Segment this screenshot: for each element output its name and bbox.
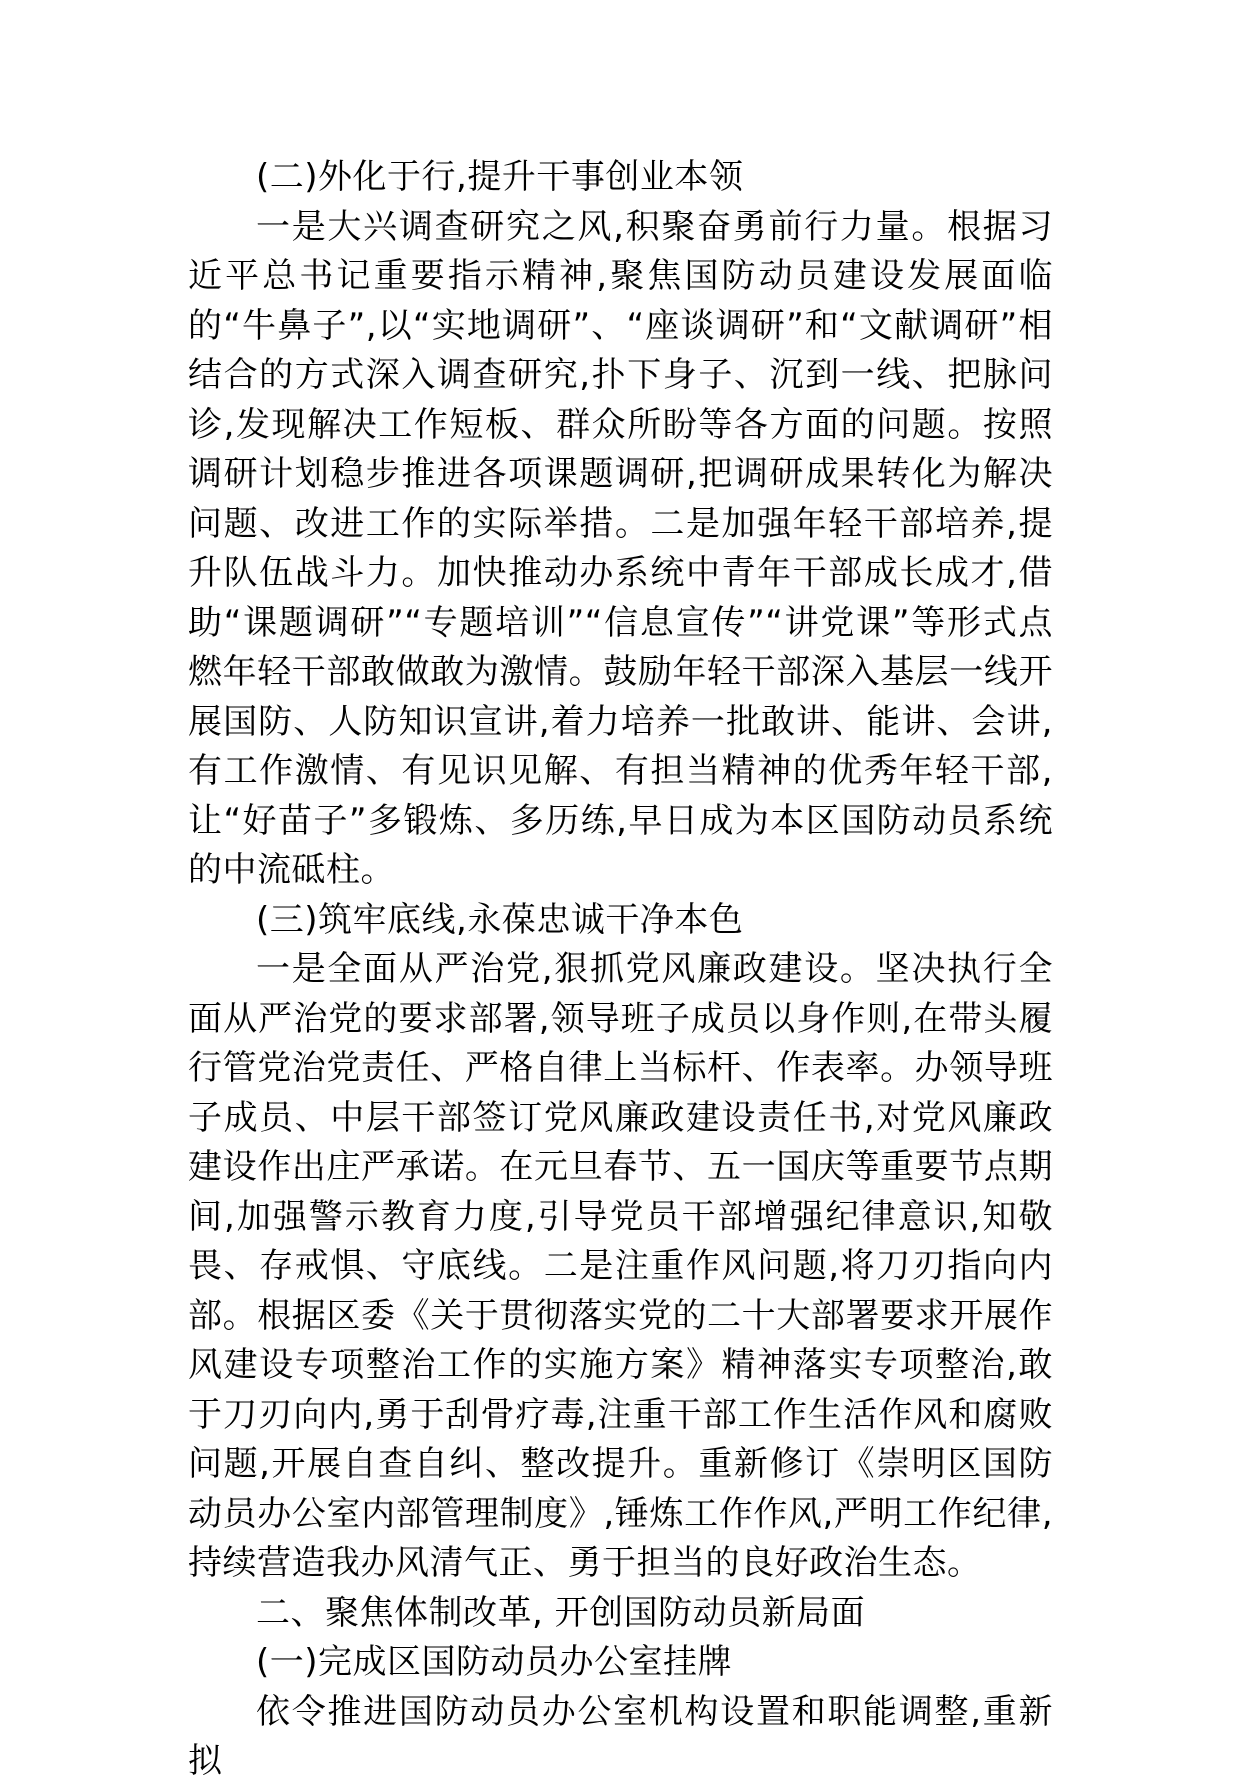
body-paragraph-1: 一是大兴调查研究之风,积聚奋勇前行力量。根据习近平总书记重要指示精神,聚焦国防动员建设发展面临的“牛鼻子”,以“实地调研”、“座谈调研”和“文献调研”相结合的方式深入调查研究,扑下身子、沉到一线、把脉问诊,发现解决工作短板、群众所盼等各方面的问题。按照调研计划稳步推进各项课题调研,把调研成果转化为解决问题、改进工作的实际举措。二是加强年轻干部培养,提升队伍战斗力。加快推动办系统中青年干部成长成才,借助“课题调研”“专题培训”“信息宣传”“讲党课”等形式点燃年轻干部敢做敢为激情。鼓励年轻干部深入基层一线开展国防、人防知识宣讲,着力培养一批敢讲、能讲、会讲,有工作激情、有见识见解、有担当精神的优秀年轻干部,让“好苗子”多锻炼、多历练,早日成为本区国防动员系统的中流砥柱。: [188, 206, 1053, 890]
section-heading-3: (三)筑牢底线,永葆忠诚干净本色: [256, 899, 744, 940]
section-heading-2: (二)外化于行,提升干事创业本领: [256, 157, 744, 197]
chapter-heading-2: 二、聚焦体制改革, 开创国防动员新局面: [256, 1592, 866, 1633]
body-paragraph-3: 依令推进国防动员办公室机构设置和职能调整,重新拟: [188, 1691, 1053, 1781]
document-text-body: [188, 153, 1053, 1787]
body-paragraph-2: 一是全面从严治党,狠抓党风廉政建设。坚决执行全面从严治党的要求部署,领导班子成员以身作则,在带头履行管党治党责任、严格自律上当标杆、作表率。办领导班子成员、中层干部签订党风廉政建设责任书,对党风廉政建设作出庄严承诺。在元旦春节、五一国庆等重要节点期间,加强警示教育力度,引导党员干部增强纪律意识,知敬畏、存戒惧、守底线。二是注重作风问题,将刀刃指向内部。根据区委《关于贯彻落实党的二十大部署要求开展作风建设专项整治工作的实施方案》精神落实专项整治,敢于刀刃向内,勇于刮骨疗毒,注重干部工作生活作风和腐败问题,开展自查自纠、整改提升。重新修订《崇明区国防动员办公室内部管理制度》,锤炼工作作风,严明工作纪律,持续营造我办风清气正、勇于担当的良好政治生态。: [188, 949, 1053, 1583]
section-heading-1: (一)完成区国防动员办公室挂牌: [256, 1642, 733, 1682]
